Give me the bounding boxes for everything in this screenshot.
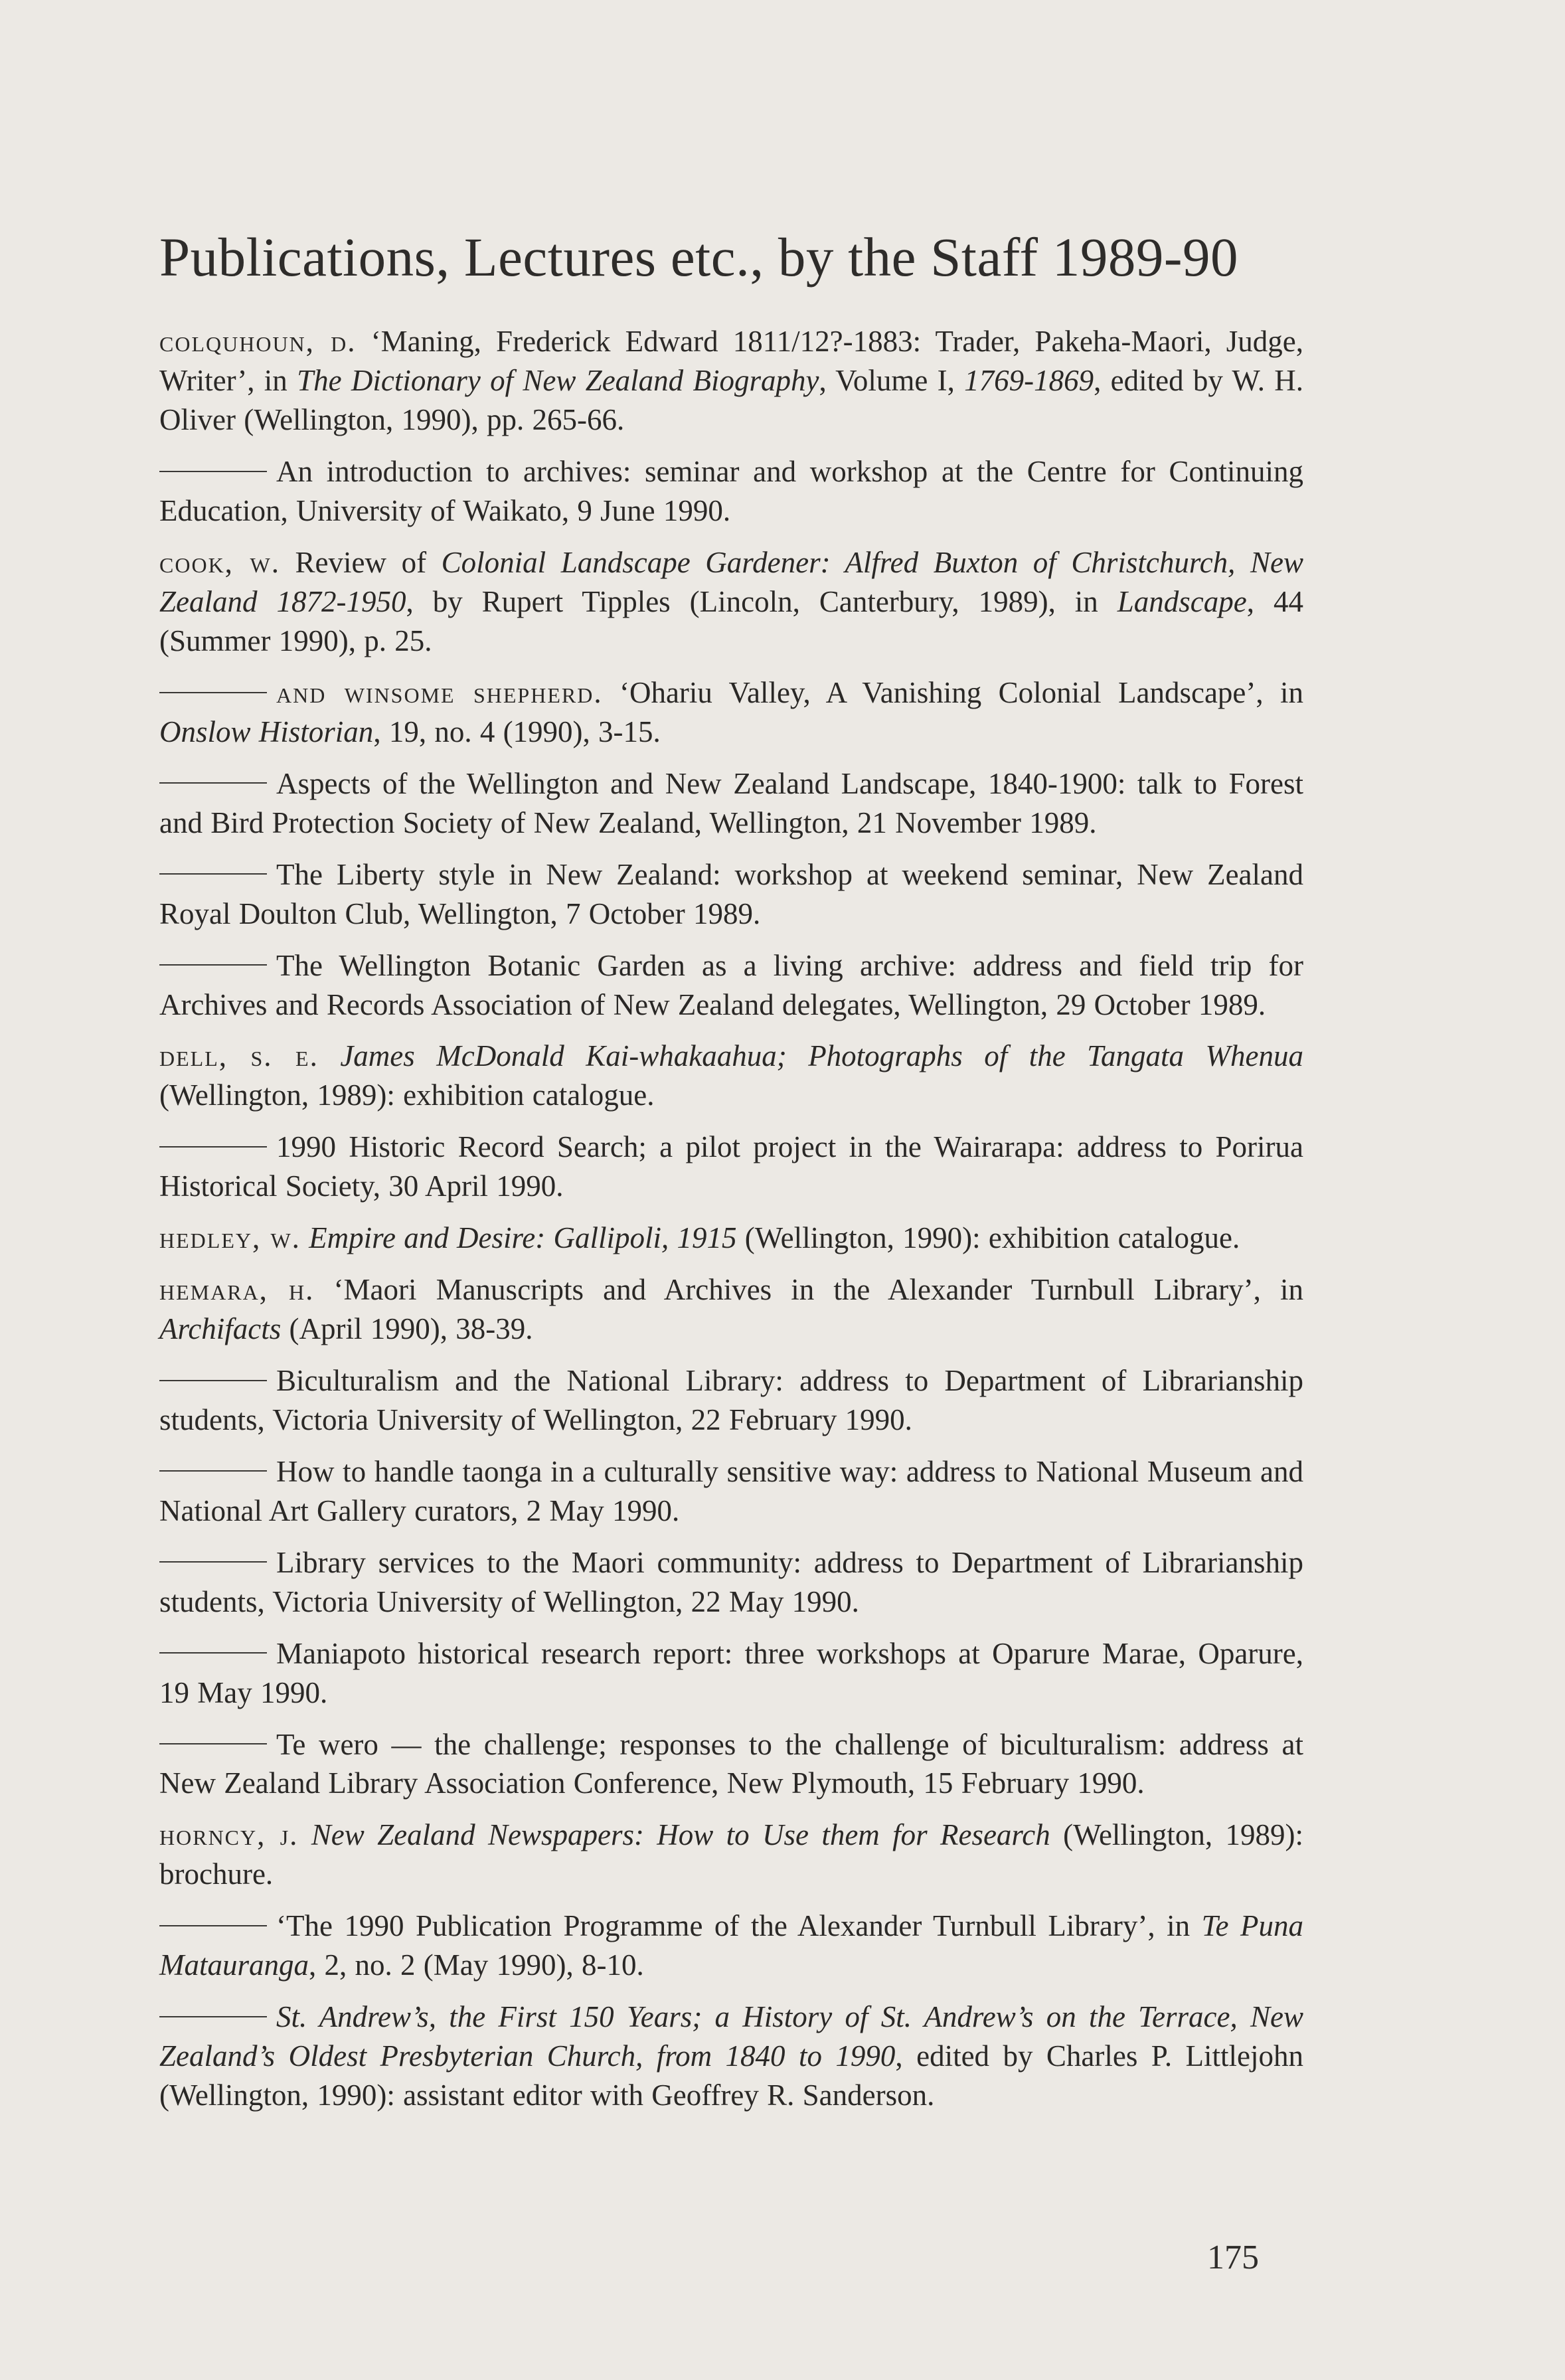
entry-title: 1769-1869 — [964, 364, 1094, 398]
entry-text: Biculturalism and the National Library: address to Department of Librarianship students, Victoria University of Wellington, 22 February 1990. — [159, 1364, 1303, 1436]
entry-text: Te wero — the challenge; responses to the challenge of biculturalism: address at New Zealand Library Association Conference, New Plymouth, 15 February 1990. — [159, 1727, 1303, 1800]
entry-text: , 44 (Summer 1990), p. 25. — [159, 585, 1303, 657]
publication-entry — [159, 1816, 1303, 1894]
entry-title: Landscape — [1117, 585, 1247, 619]
publication-entry — [159, 1634, 1303, 1713]
entry-text: The Wellington Botanic Garden as a living archive: address and field trip for Archives and Records Association of New Zealand delegates, Wellington, 29 October 1989. — [159, 948, 1303, 1021]
ditto-dash — [159, 782, 267, 784]
entry-text: , edited by W. H. Oliver (Wellington, 1990), pp. 265-66. — [159, 364, 1304, 437]
publication-entry — [159, 1907, 1303, 1985]
ditto-dash — [159, 692, 267, 693]
entry-text: (Wellington, 1989): brochure. — [159, 1818, 1304, 1891]
entry-title: Te Puna Matauranga — [159, 1909, 1304, 1982]
entry-text: , by Rupert Tipples (Lincoln, Canterbury, 1989), in — [406, 585, 1117, 619]
ditto-dash — [159, 873, 267, 875]
publication-entry — [159, 1128, 1303, 1206]
publication-entry — [159, 673, 1303, 752]
entry-text: (Wellington, 1989): exhibition catalogue. — [159, 1078, 655, 1112]
entry-text: , edited by Charles P. Littlejohn (Wellington, 1990): assistant editor with Geoffrey R. Sanderson. — [159, 2039, 1304, 2112]
page-title: Publications, Lectures etc., by the Staff 1989-90 — [159, 226, 1238, 288]
publication-entry — [159, 946, 1303, 1025]
entry-text — [319, 1039, 341, 1072]
page-content — [159, 226, 1303, 2128]
entry-author: horncy, j. — [159, 1818, 299, 1852]
entry-text: (Wellington, 1990): exhibition catalogue. — [736, 1221, 1240, 1255]
entry-text: An introduction to archives: seminar and workshop at the Centre for Continuing Education, University of Waikato, 9 June 1990. — [159, 455, 1303, 528]
entry-author: and winsome shepherd. — [276, 675, 603, 709]
entry-text: Aspects of the Wellington and New Zealand Landscape, 1840-1900: talk to Forest and Bird Protection Society of New Zealand, Wellington, 21 November 1989. — [159, 766, 1303, 839]
entry-author: hemara, h. — [159, 1273, 315, 1307]
publication-entry — [159, 1219, 1303, 1258]
publication-entry — [159, 1543, 1303, 1622]
publication-entry — [159, 543, 1303, 661]
ditto-dash — [159, 1380, 267, 1381]
entry-author: dell, s. e. — [159, 1039, 319, 1073]
publication-entry — [159, 1725, 1303, 1804]
ditto-dash — [159, 2016, 267, 2017]
entry-text: ‘Maori Manuscripts and Archives in the Alexander Turnbull Library’, in — [314, 1273, 1303, 1307]
entry-author: hedley, w. — [159, 1221, 301, 1255]
entry-text: The Liberty style in New Zealand: workshop at weekend seminar, New Zealand Royal Doulton Club, Wellington, 7 October 1989. — [159, 857, 1303, 930]
entry-author: colquhoun, d. — [159, 325, 357, 359]
publication-entry — [159, 322, 1303, 440]
entry-text: ‘Ohariu Valley, A Vanishing Colonial Landscape’, in — [602, 675, 1304, 709]
entry-title: James McDonald Kai-whakaahua; Photographs of the Tangata Whenua — [340, 1039, 1304, 1073]
ditto-dash — [159, 1470, 267, 1472]
entry-text — [301, 1221, 309, 1254]
publication-list — [159, 322, 1303, 2115]
publication-entry — [159, 855, 1303, 934]
ditto-dash — [159, 471, 267, 472]
entry-text: , 2, no. 2 (May 1990), 8-10. — [309, 1948, 644, 1982]
ditto-dash — [159, 1743, 267, 1744]
entry-text: ‘The 1990 Publication Programme of the Alexander Turnbull Library’, in — [276, 1909, 1202, 1943]
ditto-dash — [159, 1925, 267, 1926]
entry-title: Onslow Historian — [159, 715, 374, 748]
publication-entry — [159, 1998, 1303, 2115]
entry-text: (April 1990), 38-39. — [281, 1312, 533, 1346]
entry-text: , 19, no. 4 (1990), 3-15. — [373, 715, 661, 748]
ditto-dash — [159, 1146, 267, 1148]
publication-entry — [159, 1361, 1303, 1440]
entry-title: St. Andrew’s, the First 150 Years; a History of St. Andrew’s on the Terrace, New Zealand’s Oldest Presbyterian Church, from 1840 to 1990 — [159, 2000, 1303, 2073]
entry-text: ‘Maning, Frederick Edward 1811/12?-1883: Trader, Pakeha-Maori, Judge, Writer’, in — [159, 325, 1303, 398]
ditto-dash — [159, 964, 267, 966]
entry-title: The Dictionary of New Zealand Biography — [297, 364, 819, 398]
entry-text: Library services to the Maori community: address to Department of Librarianship students, Victoria University of Wellington, 22 May 1990. — [159, 1545, 1303, 1618]
entry-text: , Volume I, — [819, 364, 965, 398]
publication-entry — [159, 764, 1303, 843]
publication-entry — [159, 1270, 1303, 1349]
entry-text: 1990 Historic Record Search; a pilot project in the Wairarapa: address to Porirua Historical Society, 30 April 1990. — [159, 1130, 1303, 1203]
entry-title: Archifacts — [159, 1312, 282, 1346]
publication-entry — [159, 1037, 1303, 1115]
entry-title: Colonial Landscape Gardener: Alfred Buxton of Christchurch, New Zealand 1872-1950 — [159, 546, 1304, 619]
entry-text — [298, 1818, 311, 1851]
entry-title: Empire and Desire: Gallipoli, 1915 — [309, 1221, 737, 1255]
entry-text: Maniapoto historical research report: three workshops at Oparure Marae, Oparure, 19 May 1990. — [159, 1636, 1303, 1709]
entry-author: cook, w. — [159, 546, 280, 580]
entry-title: New Zealand Newspapers: How to Use them for Research — [311, 1818, 1050, 1852]
ditto-dash — [159, 1652, 267, 1654]
publication-entry — [159, 1452, 1303, 1531]
entry-text: How to handle taonga in a culturally sensitive way: address to National Museum and National Art Gallery curators, 2 May 1990. — [159, 1454, 1303, 1527]
ditto-dash — [159, 1561, 267, 1563]
page-number: 175 — [1207, 2239, 1259, 2276]
entry-text: Review of — [280, 546, 442, 580]
publication-entry — [159, 452, 1303, 531]
